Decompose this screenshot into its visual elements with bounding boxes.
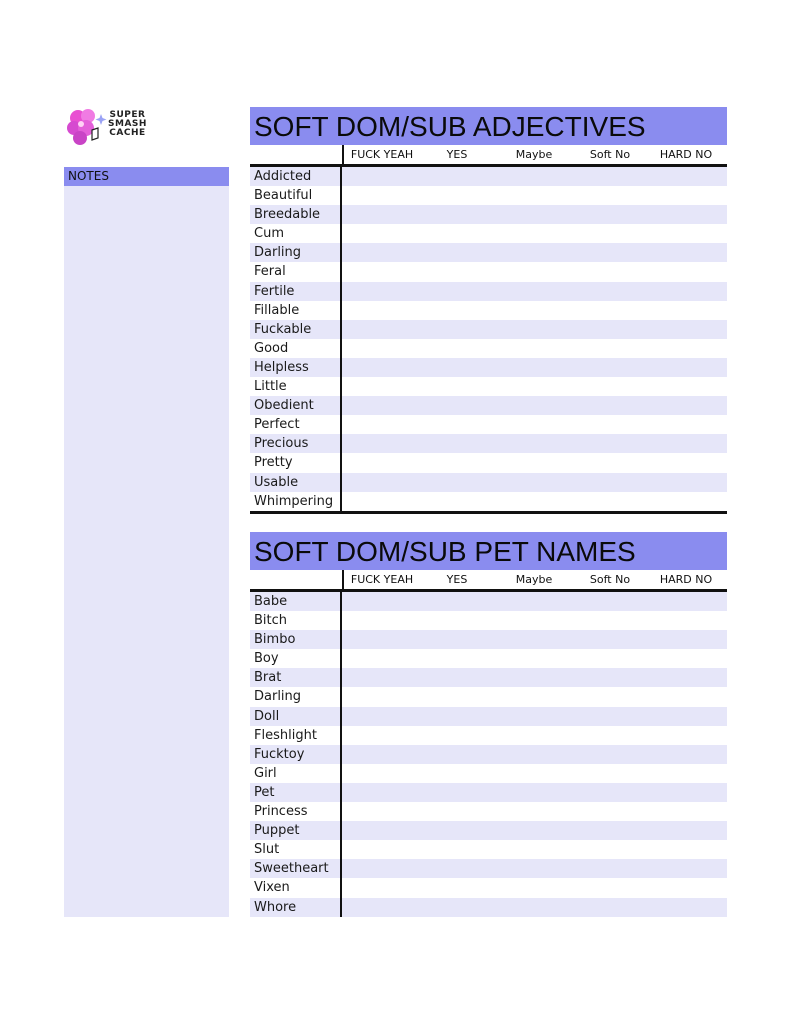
rating-cells[interactable] xyxy=(342,878,727,897)
table-row[interactable] xyxy=(250,492,727,511)
table-row[interactable] xyxy=(250,802,727,821)
rating-cells[interactable] xyxy=(342,592,727,611)
row-label: Precious xyxy=(250,434,342,453)
table-row[interactable] xyxy=(250,898,727,917)
row-label: Darling xyxy=(250,687,342,706)
rating-cells[interactable] xyxy=(342,707,727,726)
row-label: Fleshlight xyxy=(250,726,342,745)
rating-cells[interactable] xyxy=(342,434,727,453)
rating-cells[interactable] xyxy=(342,282,727,301)
table-row[interactable] xyxy=(250,783,727,802)
rating-cells[interactable] xyxy=(342,262,727,281)
col-soft-no: Soft No xyxy=(589,148,631,161)
row-label: Beautiful xyxy=(250,186,342,205)
table-row[interactable] xyxy=(250,453,727,472)
row-label: Fucktoy xyxy=(250,745,342,764)
adjectives-column-headers xyxy=(250,145,727,167)
row-label: Pet xyxy=(250,783,342,802)
table-row[interactable] xyxy=(250,396,727,415)
adjectives-bottom-rule xyxy=(250,511,727,514)
row-label: Doll xyxy=(250,707,342,726)
col-yes: YES xyxy=(446,148,468,161)
rating-cells[interactable] xyxy=(342,783,727,802)
row-label: Sweetheart xyxy=(250,859,342,878)
table-row[interactable] xyxy=(250,592,727,611)
table-row[interactable] xyxy=(250,840,727,859)
row-label: Good xyxy=(250,339,342,358)
rating-cells[interactable] xyxy=(342,320,727,339)
table-row[interactable] xyxy=(250,377,727,396)
adjectives-title: SOFT DOM/SUB ADJECTIVES xyxy=(250,107,727,145)
table-row[interactable] xyxy=(250,205,727,224)
col-hard-no: HARD NO xyxy=(659,148,713,161)
adjectives-rows xyxy=(250,167,727,511)
logo xyxy=(64,106,164,148)
logo-wordmark xyxy=(108,111,147,138)
pet-names-title: SOFT DOM/SUB PET NAMES xyxy=(250,532,727,570)
row-label: Helpless xyxy=(250,358,342,377)
logo-line-1: SUPER xyxy=(109,110,146,120)
table-row[interactable] xyxy=(250,282,727,301)
table-row[interactable] xyxy=(250,434,727,453)
rating-cells[interactable] xyxy=(342,668,727,687)
table-row[interactable] xyxy=(250,262,727,281)
row-label: Bimbo xyxy=(250,630,342,649)
row-label: Breedable xyxy=(250,205,342,224)
table-row[interactable] xyxy=(250,301,727,320)
row-label: Little xyxy=(250,377,342,396)
rating-cells[interactable] xyxy=(342,167,727,186)
table-row[interactable] xyxy=(250,859,727,878)
rating-cells[interactable] xyxy=(342,821,727,840)
pet-names-rows xyxy=(250,592,727,917)
table-row[interactable] xyxy=(250,473,727,492)
table-row[interactable] xyxy=(250,186,727,205)
row-label: Feral xyxy=(250,262,342,281)
rating-cells[interactable] xyxy=(342,186,727,205)
row-label: Fertile xyxy=(250,282,342,301)
logo-line-2: SMASH xyxy=(108,119,147,129)
rating-cells[interactable] xyxy=(342,377,727,396)
rating-cells[interactable] xyxy=(342,649,727,668)
table-row[interactable] xyxy=(250,320,727,339)
rating-cells[interactable] xyxy=(342,745,727,764)
table-row[interactable] xyxy=(250,167,727,186)
table-row[interactable] xyxy=(250,726,727,745)
table-row[interactable] xyxy=(250,224,727,243)
row-label: Whimpering xyxy=(250,492,342,511)
notes-header: NOTES xyxy=(64,167,229,186)
table-row[interactable] xyxy=(250,878,727,897)
rating-cells[interactable] xyxy=(342,453,727,472)
rating-cells[interactable] xyxy=(342,726,727,745)
rating-cells[interactable] xyxy=(342,802,727,821)
table-row[interactable] xyxy=(250,687,727,706)
table-row[interactable] xyxy=(250,243,727,262)
rating-cells[interactable] xyxy=(342,687,727,706)
col-hard-no: HARD NO xyxy=(659,573,713,586)
table-row[interactable] xyxy=(250,668,727,687)
label-column-spacer xyxy=(250,570,344,589)
rating-cells[interactable] xyxy=(342,301,727,320)
row-label: Perfect xyxy=(250,415,342,434)
row-label: Boy xyxy=(250,649,342,668)
row-label: Brat xyxy=(250,668,342,687)
row-label: Fillable xyxy=(250,301,342,320)
row-label: Pretty xyxy=(250,453,342,472)
rating-cells[interactable] xyxy=(342,859,727,878)
rating-cells[interactable] xyxy=(342,205,727,224)
row-label: Fuckable xyxy=(250,320,342,339)
table-row[interactable] xyxy=(250,764,727,783)
row-label: Babe xyxy=(250,592,342,611)
col-soft-no: Soft No xyxy=(589,573,631,586)
rating-cells[interactable] xyxy=(342,611,727,630)
rating-cells[interactable] xyxy=(342,630,727,649)
row-label: Slut xyxy=(250,840,342,859)
table-row[interactable] xyxy=(250,630,727,649)
rating-cells[interactable] xyxy=(342,764,727,783)
rating-cells[interactable] xyxy=(342,358,727,377)
col-yes: YES xyxy=(446,573,468,586)
table-row[interactable] xyxy=(250,649,727,668)
rating-cells[interactable] xyxy=(342,224,727,243)
table-row[interactable] xyxy=(250,707,727,726)
row-label: Whore xyxy=(250,898,342,917)
rating-cells[interactable] xyxy=(342,415,727,434)
row-label: Cum xyxy=(250,224,342,243)
rating-cells[interactable] xyxy=(342,492,727,511)
rating-cells[interactable] xyxy=(342,339,727,358)
col-maybe: Maybe xyxy=(515,573,553,586)
col-maybe: Maybe xyxy=(515,148,553,161)
flower-icon xyxy=(64,106,108,148)
pet-names-column-headers xyxy=(250,570,727,592)
row-label: Girl xyxy=(250,764,342,783)
rating-cells[interactable] xyxy=(342,396,727,415)
table-row[interactable] xyxy=(250,358,727,377)
rating-cells[interactable] xyxy=(342,840,727,859)
label-column-spacer xyxy=(250,145,344,164)
row-label: Obedient xyxy=(250,396,342,415)
table-row[interactable] xyxy=(250,745,727,764)
col-fuck-yeah: FUCK YEAH xyxy=(350,573,414,586)
pet-names-section xyxy=(250,532,727,917)
logo-line-3: CACHE xyxy=(109,128,146,138)
row-label: Usable xyxy=(250,473,342,492)
row-label: Vixen xyxy=(250,878,342,897)
table-row[interactable] xyxy=(250,821,727,840)
rating-cells[interactable] xyxy=(342,243,727,262)
row-label: Puppet xyxy=(250,821,342,840)
row-label: Bitch xyxy=(250,611,342,630)
table-row[interactable] xyxy=(250,611,727,630)
table-row[interactable] xyxy=(250,415,727,434)
row-label: Princess xyxy=(250,802,342,821)
notes-panel[interactable] xyxy=(64,167,229,917)
row-label: Addicted xyxy=(250,167,342,186)
col-fuck-yeah: FUCK YEAH xyxy=(350,148,414,161)
rating-cells[interactable] xyxy=(342,473,727,492)
table-row[interactable] xyxy=(250,339,727,358)
rating-cells[interactable] xyxy=(342,898,727,917)
adjectives-section xyxy=(250,107,727,514)
row-label: Darling xyxy=(250,243,342,262)
